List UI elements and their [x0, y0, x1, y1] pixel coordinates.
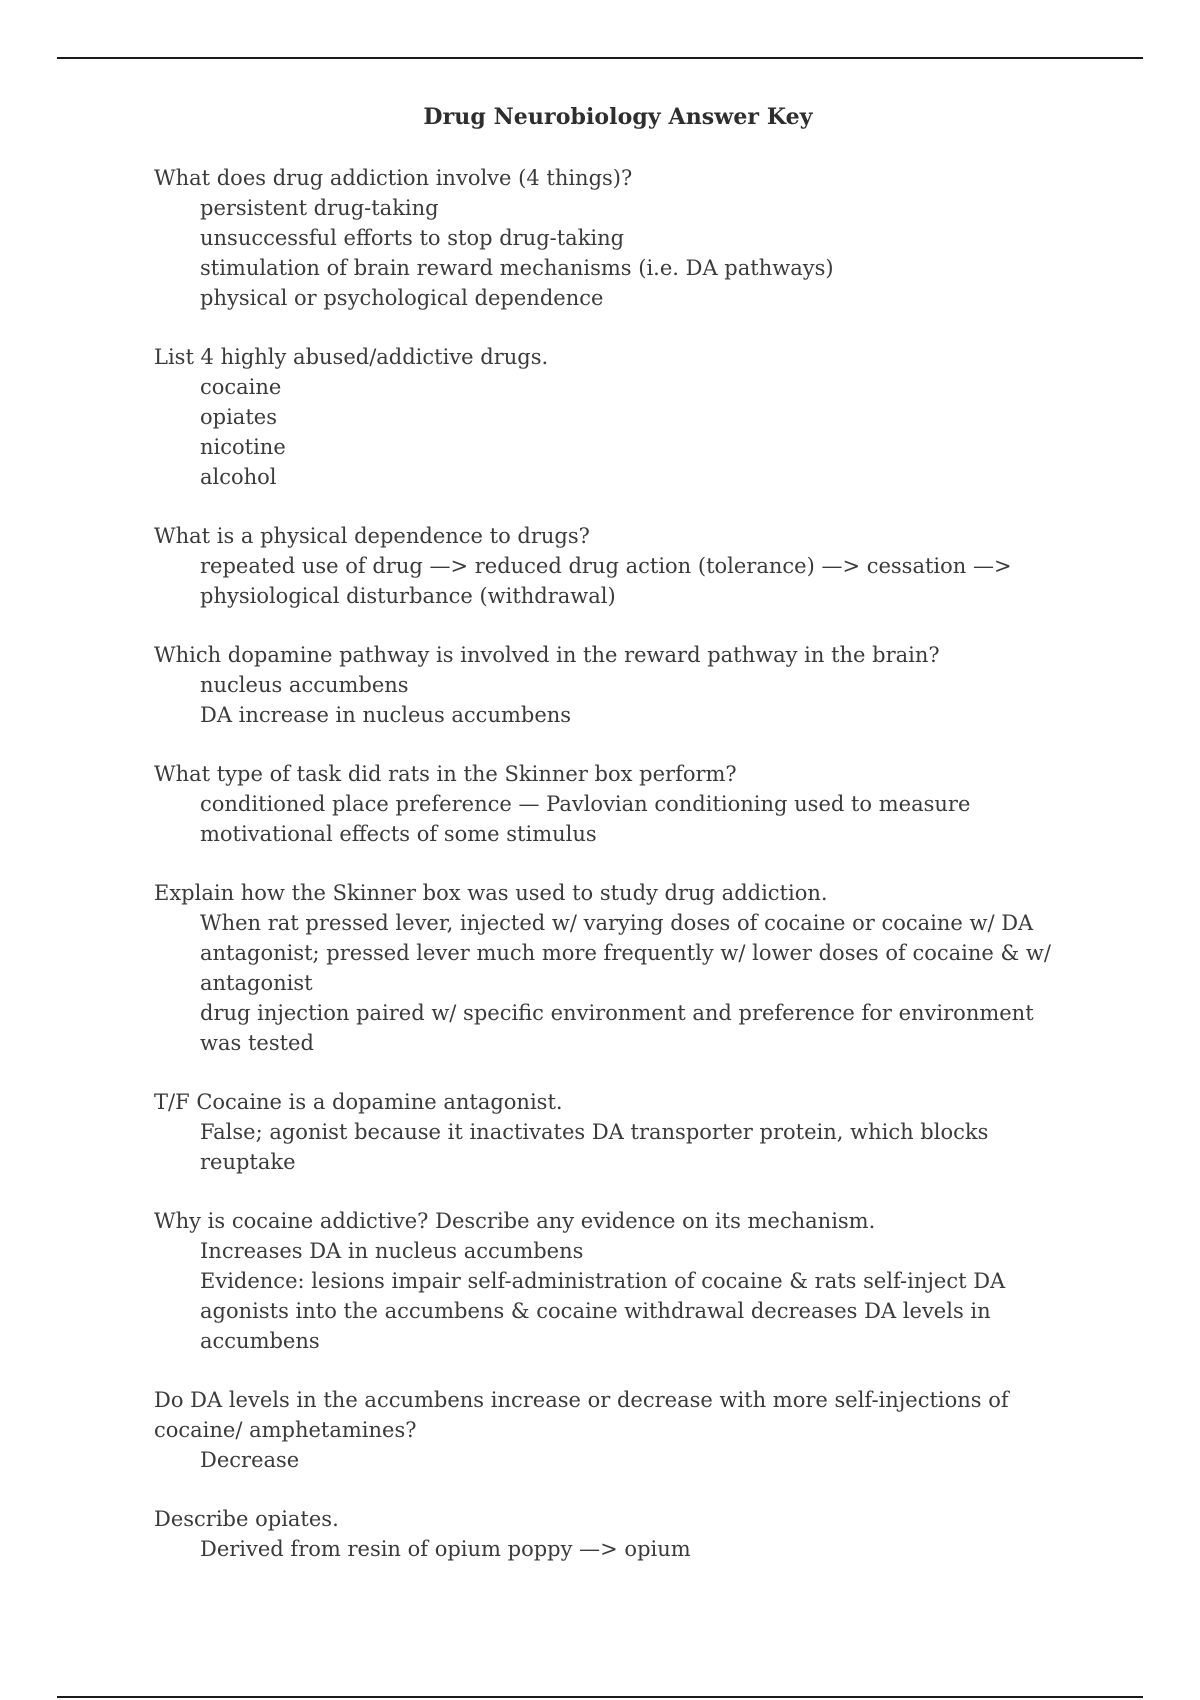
question-text: T/F Cocaine is a dopamine antagonist.: [154, 1090, 563, 1114]
question-text: What type of task did rats in the Skinner box perform?: [154, 762, 737, 786]
answer-text: persistent drug-taking: [200, 196, 439, 220]
page-title: Drug Neurobiology Answer Key: [423, 104, 813, 130]
answer-text: drug injection paired w/ specific environment and preference for environment was tested: [200, 1001, 1034, 1055]
question-text: What is a physical dependence to drugs?: [154, 524, 590, 548]
qa-block: [154, 1504, 1074, 1564]
answer-text: repeated use of drug —> reduced drug action (tolerance) —> cessation —> physiological disturbance (withdrawal): [200, 554, 1012, 608]
answer-text: stimulation of brain reward mechanisms (i.e. DA pathways): [200, 256, 834, 280]
answer-text: opiates: [200, 405, 277, 429]
question-text: Which dopamine pathway is involved in the reward pathway in the brain?: [154, 643, 940, 667]
qa-block: [154, 521, 1074, 611]
qa-block: [154, 163, 1074, 313]
answer-text: Increases DA in nucleus accumbens: [200, 1239, 584, 1263]
question-text: Explain how the Skinner box was used to study drug addiction.: [154, 881, 828, 905]
qa-block: [154, 640, 1074, 730]
qa-block: [154, 1385, 1074, 1475]
answer-text: alcohol: [200, 465, 277, 489]
qa-block: [154, 1087, 1074, 1177]
qa-block: [154, 878, 1074, 1058]
answer-key-content: [154, 163, 1074, 1593]
answer-text: nicotine: [200, 435, 286, 459]
answer-text: cocaine: [200, 375, 282, 399]
qa-block: [154, 342, 1074, 492]
answer-text: conditioned place preference — Pavlovian conditioning used to measure motivational effects of some stimulus: [200, 792, 971, 846]
answer-text: False; agonist because it inactivates DA transporter protein, which blocks reuptake: [200, 1120, 989, 1174]
answer-text: DA increase in nucleus accumbens: [200, 703, 572, 727]
answer-text: Derived from resin of opium poppy —> opium: [200, 1537, 691, 1561]
qa-block: [154, 1206, 1074, 1356]
top-rule: [57, 57, 1143, 59]
question-text: List 4 highly abused/addictive drugs.: [154, 345, 549, 369]
question-text: Why is cocaine addictive? Describe any evidence on its mechanism.: [154, 1209, 876, 1233]
answer-text: unsuccessful efforts to stop drug-taking: [200, 226, 625, 250]
question-text: Describe opiates.: [154, 1507, 339, 1531]
question-text: What does drug addiction involve (4 things)?: [154, 166, 633, 190]
answer-text: Evidence: lesions impair self-administration of cocaine & rats self-inject DA agonists into the accumbens & cocaine withdrawal decreases DA levels in accumbens: [200, 1269, 1006, 1353]
answer-text: Decrease: [200, 1448, 300, 1472]
question-text: Do DA levels in the accumbens increase or decrease with more self-injections of cocaine/ amphetamines?: [154, 1388, 1009, 1442]
answer-text: physical or psychological dependence: [200, 286, 604, 310]
bottom-rule: [57, 1696, 1143, 1698]
qa-block: [154, 759, 1074, 849]
answer-text: nucleus accumbens: [200, 673, 409, 697]
answer-text: When rat pressed lever, injected w/ varying doses of cocaine or cocaine w/ DA antagonist; pressed lever much more frequently w/ lower doses of cocaine & w/ antagonist: [200, 911, 1051, 995]
